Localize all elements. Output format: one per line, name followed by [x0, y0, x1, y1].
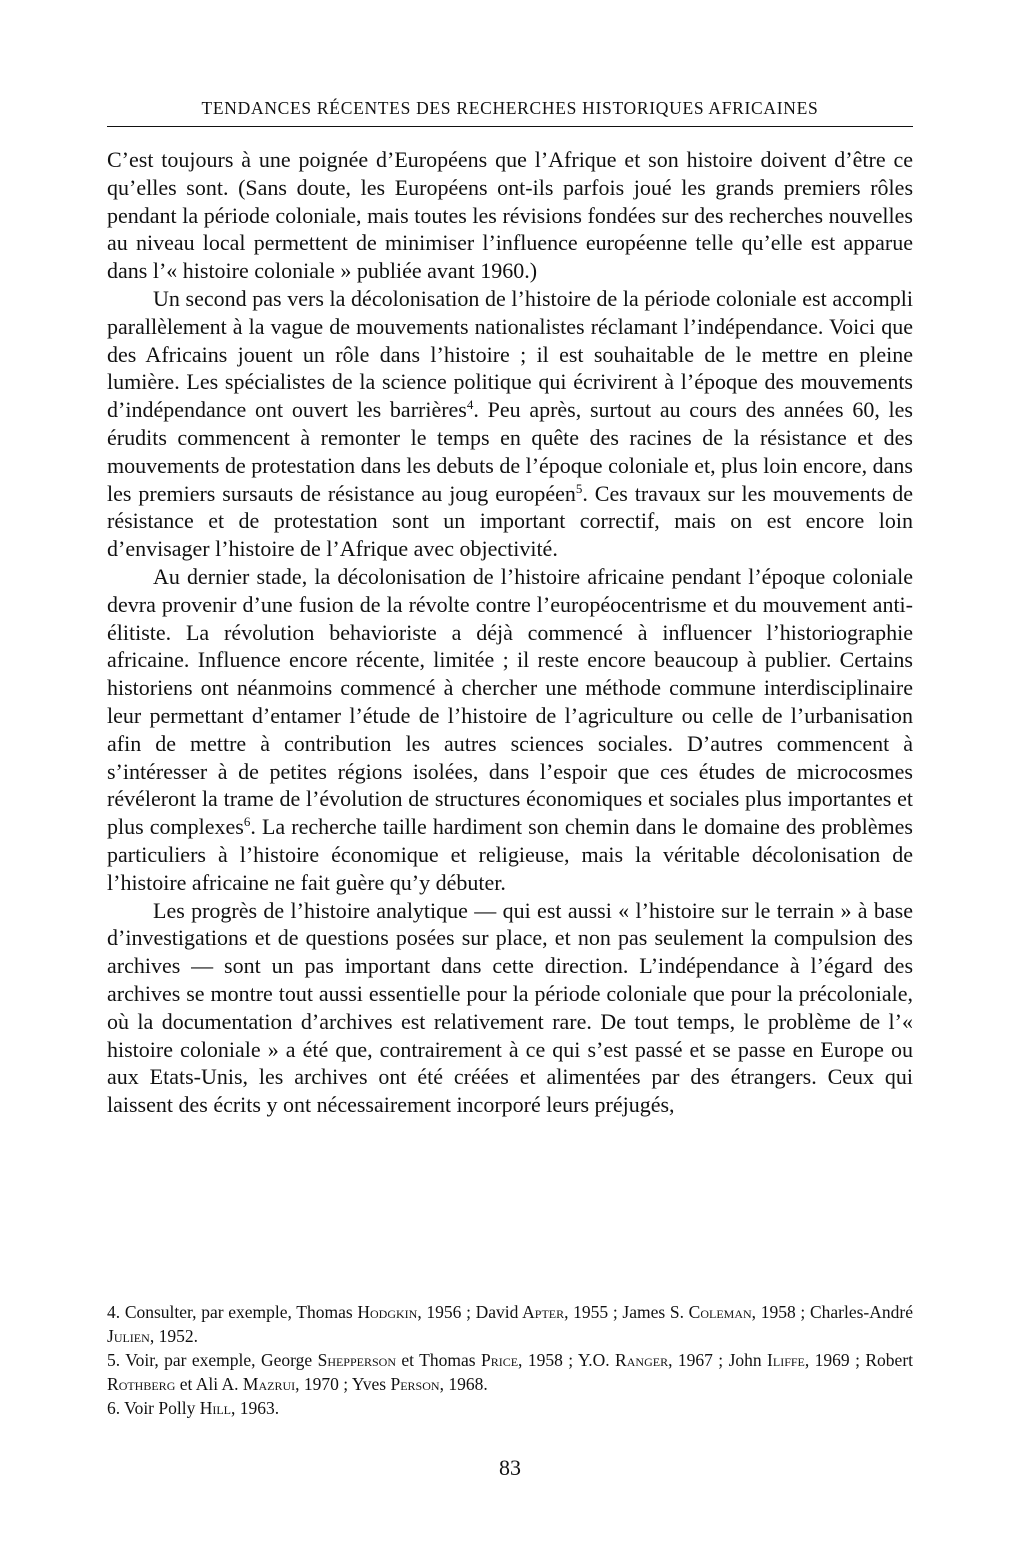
- footnote-5: [107, 1348, 913, 1396]
- author-name: hepperson: [327, 1350, 396, 1370]
- footnote-number: 4.: [107, 1302, 121, 1322]
- paragraph-3-text-a: Au dernier stade, la décolonisation de l’histoire africaine pendant l’époque coloniale devra provenir d’une fusion de la révolte contre l’européocentrisme et du mouvement anti-élitiste. La révolution behavioriste a déjà commencé à influencer l’historiographie africaine. Influence encore récente, limitée ; il reste encore beaucoup à publier. Certains historiens ont néanmoins commencé à chercher une méthode commune interdisciplinaire leur permettant d’entamer l’étude de l’histoire de l’agriculture ou celle de l’urbanisation afin de mettre à contribution les autres sciences sociales. D’autres commencent à s’intéresser à de petites régions isolées, dans l’espoir que ces études de microcosmes révéleront la trame de l’évolution de structures économiques et sociales plus importantes et plus complexes: [107, 563, 913, 840]
- footnote-text: , 1958 ; Y.O. R: [518, 1350, 627, 1370]
- main-text: [107, 146, 913, 1119]
- author-name: erson: [400, 1374, 440, 1394]
- footnote-text: et Ali A. M: [175, 1374, 259, 1394]
- author-name: liffe: [772, 1350, 805, 1370]
- footnote-ref-5: 5: [575, 480, 583, 496]
- paragraph-4: Les progrès de l’histoire analytique — qui est aussi « l’histoire sur le terrain » à base d’investigations et de questions posées sur place, et non pas seulement la compulsion des archives — sont un pas important dans cette direction. L’indépendance à l’égard des archives se montre tout aussi essentielle pour la période coloniale que pour la précoloniale, où la documentation d’archives est relativement rare. De tout temps, le problème de l’« histoire coloniale » a été que, contrairement à ce qui s’est passé et se passe en Europe ou aux Etats-Unis, les archives ont été créées et alimentées par des étrangers. Ceux qui laissent des écrits y ont nécessairement incorporé leurs préjugés,: [107, 897, 913, 1118]
- author-name: pter: [534, 1302, 565, 1322]
- footnote-text: , 1970 ; Yves P: [295, 1374, 401, 1394]
- footnote-text: et Thomas P: [396, 1350, 491, 1370]
- footnote-text: , 1955 ; James S. C: [564, 1302, 701, 1322]
- header-rule: [107, 126, 913, 127]
- footnote-text: , 1958 ; Charles-André J: [107, 1302, 913, 1346]
- author-name: ill: [212, 1398, 232, 1418]
- author-name: azrui: [258, 1374, 296, 1394]
- footnote-ref-6: 6: [243, 814, 251, 830]
- footnote-text: Voir Polly H: [120, 1398, 213, 1418]
- paragraph-2-text-a: Un second pas vers la décolonisation de l’histoire de la période coloniale est accompli parallèlement à la vague de mouvements nationalistes réclamant l’indépendance. Voici que des Africains jouent un rôle dans l’histoire ; il est souhaitable de le mettre en pleine lumière. Les spécialistes de la science politique qui écrivirent à l’époque des mouvements d’indépendance ont ouvert les barrières: [107, 285, 913, 423]
- author-name: odgkin: [370, 1302, 418, 1322]
- page-number: 83: [499, 1455, 521, 1480]
- author-name: othberg: [118, 1374, 176, 1394]
- paragraph-3-text-b: . La recherche taille hardiment son chemin dans le domaine des problèmes particuliers à l’histoire économique et religieuse, mais la véritable décolonisation de l’histoire africaine ne fait guère qu’y débuter.: [107, 814, 913, 895]
- paragraph-3: [107, 563, 913, 897]
- author-name: rice: [490, 1350, 519, 1370]
- author-name: ulien: [113, 1326, 150, 1346]
- paragraph-2-text-c: . Ces travaux sur les mouvements de résistance et de protestation sont un important correctif, mais on est encore loin d’envisager l’histoire de l’Afrique avec objectivité.: [107, 480, 913, 562]
- footnote-text: , 1952.: [149, 1326, 198, 1346]
- footnote-4: [107, 1300, 913, 1348]
- footnote-text: , 1956 ; David A: [417, 1302, 535, 1322]
- paragraph-2-text-b: . Peu après, surtout au cours des années 60, les érudits commencent à remonter le temps en quête des racines de la résistance et des mouvements de protestation dans les debuts de l’époque coloniale et, plus loin encore, dans les premiers sursauts de résistance au joug européen: [107, 397, 913, 506]
- footnote-6: [107, 1396, 913, 1420]
- footnote-number: 6.: [107, 1398, 121, 1418]
- footnote-number: 5.: [107, 1350, 121, 1370]
- paragraph-1: C’est toujours à une poignée d’Européens que l’Afrique et son histoire doivent d’être ce qu’elles sont. (Sans doute, les Européens ont-ils parfois joué les grands premiers rôles pendant la période coloniale, mais toutes les révisions fondées sur des recherches nouvelles au niveau local permettent de minimiser l’influence européenne telle qu’elle est apparue dans l’« histoire coloniale » publiée avant 1960.): [107, 147, 913, 284]
- paragraph-2: [107, 285, 913, 563]
- footnotes: [107, 1300, 913, 1420]
- footnote-text: , 1969 ; Robert R: [107, 1350, 914, 1394]
- footnote-text: , 1968.: [439, 1374, 488, 1394]
- running-head: TENDANCES RÉCENTES DES RECHERCHES HISTORIQUES AFRICAINES: [201, 98, 819, 118]
- author-name: anger: [626, 1350, 669, 1370]
- footnote-text: , 1967 ; John I: [668, 1350, 773, 1370]
- footnote-text: Consulter, par exemple, Thomas H: [120, 1302, 370, 1322]
- author-name: oleman: [700, 1302, 752, 1322]
- footnote-ref-4: 4: [466, 397, 474, 413]
- footnote-text: Voir, par exemple, George S: [120, 1350, 328, 1370]
- footnote-text: , 1963.: [231, 1398, 280, 1418]
